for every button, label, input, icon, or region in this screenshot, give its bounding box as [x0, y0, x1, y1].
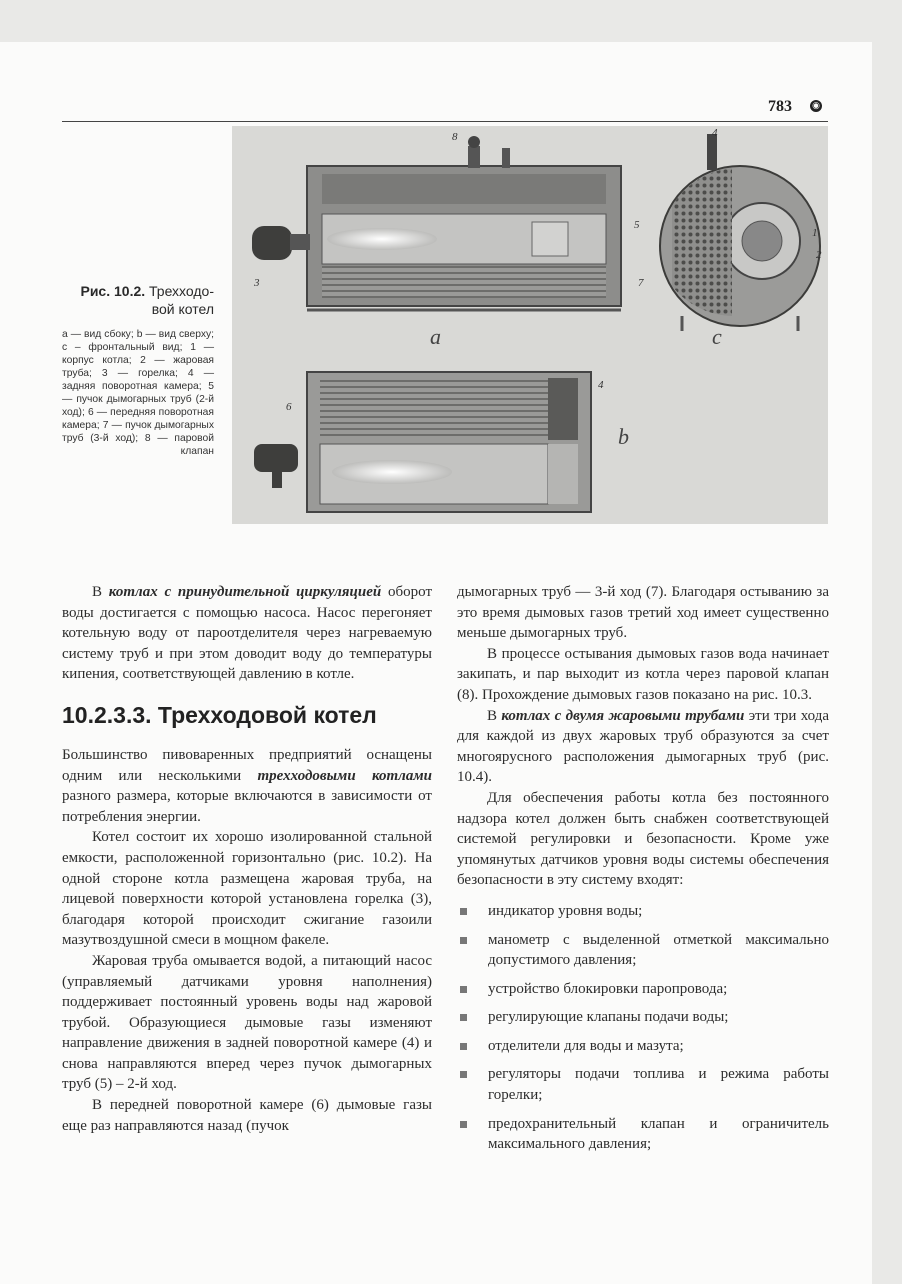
paragraph: Котел состоит их хорошо изолированной стальной емкости, расположенной горизонтально (рис. 10.2). На одной стороне котла размещена жаровая труба, на лицевой поверхности которой установлена горелка (3), благодаря которой происходит сжигание газоили мазутвоздушной смеси в мощном факеле. [62, 829, 432, 949]
label-c: c [712, 324, 722, 349]
label-7: 7 [638, 277, 644, 289]
right-column [457, 582, 829, 1163]
list-item [457, 1114, 829, 1155]
section-heading: 10.2.3.3. Трехходовой котел [62, 701, 377, 728]
paragraph: Для обеспечения работы котла без постоянного надзора котел должен быть снабжен соответствующей системой регулировки и безопасности. Кроме уже упомянутых датчиков уровня воды системы обеспечения безопасности в эту систему входят: [457, 789, 829, 889]
label-8: 8 [452, 131, 458, 143]
paragraph [457, 706, 829, 788]
list-item-text: предохранительный клапан и ограничитель максимального давления; [488, 1115, 829, 1153]
list-item [457, 901, 829, 922]
bullet-square-icon [460, 1043, 467, 1050]
label-1: 1 [812, 227, 818, 239]
label-3: 3 [254, 277, 260, 289]
figure-caption [62, 282, 214, 458]
list-item-text: индикатор уровня воды; [488, 902, 643, 919]
text-run: разного размера, которые включаются в зависимости от потребления энергии. [62, 788, 432, 825]
text-run: В [487, 707, 502, 724]
page-number: 783 [768, 98, 792, 115]
caption-legend: а — вид сбоку; b — вид сверху; с – фронтальный вид; 1 — корпус котла; 2 — жаровая труба; 3 — горелка; 4 — задняя поворотная камера; 5 — пучок дымогарных труб (2-й ход); 6 — передняя поворотная камера; 7 — пучок дымогарных труб (3-й ход); 8 — паровой клапан [62, 329, 214, 457]
list-item-text: манометр с выделенной отметкой максимально допустимого давления; [488, 931, 829, 969]
caption-title [62, 282, 214, 318]
page-marker-icon: ◉ [810, 100, 822, 112]
bullet-square-icon [460, 986, 467, 993]
bullet-square-icon [460, 908, 467, 915]
list-item-text: регуляторы подачи топлива и режима работы горелки; [488, 1066, 829, 1104]
paragraph: В передней поворотной камере (6) дымовые газы еще раз направляются назад (пучок [62, 1097, 432, 1134]
label-6: 6 [286, 401, 292, 413]
label-b: b [618, 424, 629, 449]
label-a: a [430, 324, 441, 349]
left-column [62, 582, 432, 1136]
bullet-square-icon [460, 937, 467, 944]
list-item-text: устройство блокировки паропровода; [488, 980, 728, 997]
label-2: 2 [816, 249, 822, 261]
emphasis-term: котлах с двумя жаровыми трубами [501, 707, 745, 724]
paragraph [62, 745, 432, 827]
safety-equipment-list [457, 901, 829, 1155]
list-item [457, 1007, 829, 1028]
text-run: эти три хода для каждой из двух жаровых труб образуются за счет многоярусного расположения дымогарных труб (рис. 10.4). [457, 707, 829, 786]
list-item [457, 979, 829, 1000]
list-item [457, 1064, 829, 1105]
text-run: Большинство пивоваренных предприятий оснащены одним или несколькими [62, 746, 432, 784]
header-rule [62, 121, 828, 122]
list-item [457, 930, 829, 971]
list-item-text: регулирующие клапаны подачи воды; [488, 1009, 729, 1026]
caption-number: Рис. 10.2. [80, 283, 146, 299]
bullet-square-icon [460, 1071, 467, 1078]
label-4: 4 [598, 379, 604, 391]
list-item-text: отделители для воды и мазута; [488, 1037, 684, 1054]
label-4-top: 4 [712, 127, 718, 139]
list-item [457, 1036, 829, 1057]
paragraph [62, 582, 432, 685]
emphasis-term: трехходовыми котлами [257, 767, 432, 784]
top-view-drawing [254, 372, 591, 512]
paragraph: Жаровая труба омывается водой, а питающий насос (управляемый датчиками уровня наполнения) поддерживает постоянный уровень воды над жаровой трубой. Образующиеся дымовые газы изменяют направление движения в задней поворотной камере (4) и снова направляются вперед через пучок дымогарных труб (5) – 2-й ход. [62, 952, 432, 1093]
front-view-drawing [660, 134, 820, 331]
text-run: В [92, 584, 109, 600]
text-run: оборот воды достигается с помощью насоса. Насос перегоняет котельную воду от пароотделителя через нагреваемую систему труб и при этом доводит воду до температуры кипения, соответствующей давлению в котле. [62, 584, 433, 683]
emphasis-term: котлах с принудительной циркуляцией [108, 584, 382, 600]
caption-title-text: Трехходо-вой котел [145, 283, 214, 317]
boiler-figure [232, 126, 828, 524]
paragraph: В процессе остывания дымовых газов вода начинает закипать, и пар выходит из котла через паровой клапан (8). Прохождение дымовых газов показано на рис. 10.3. [457, 645, 829, 703]
paragraph: дымогарных труб — 3-й ход (7). Благодаря остыванию за это время дымовых газов третий ход имеет существенно меньше дымогарных труб. [457, 584, 829, 642]
side-view-drawing [252, 136, 621, 310]
label-5: 5 [634, 219, 640, 231]
bullet-square-icon [460, 1014, 467, 1021]
bullet-square-icon [460, 1121, 467, 1128]
